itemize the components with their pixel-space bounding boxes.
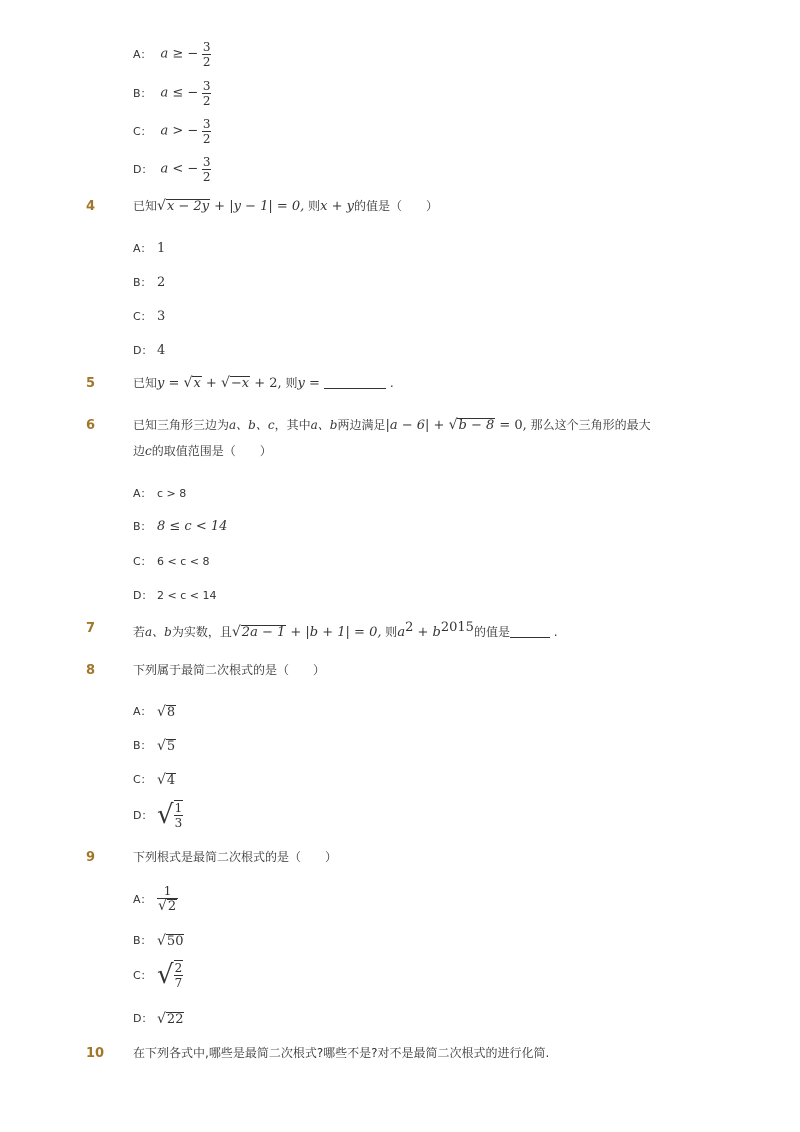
radicand: 50 <box>166 933 184 949</box>
stem-expression: + |y − 1| = 0, <box>210 199 305 214</box>
sqrt <box>157 773 176 788</box>
question-number: 10 <box>86 1046 105 1061</box>
sqrt <box>157 960 183 990</box>
q8-option-c[interactable] <box>133 771 176 788</box>
option-label: B： <box>133 739 152 752</box>
question-stem: 下列属于最简二次根式的是（ ） <box>133 663 326 677</box>
sqrt <box>157 800 183 830</box>
q9-option-b[interactable] <box>133 932 184 949</box>
q9-option-c[interactable] <box>133 960 183 990</box>
option-label: D： <box>133 809 153 822</box>
stem-vars-2: a、b <box>310 418 338 432</box>
sqrt <box>157 1012 184 1027</box>
q9-option-d[interactable] <box>133 1010 184 1027</box>
sqrt <box>157 199 210 214</box>
option-text: 3 <box>157 309 166 324</box>
q8-option-b[interactable] <box>133 737 176 754</box>
option-label: C： <box>133 555 152 568</box>
fraction <box>174 961 184 990</box>
fraction <box>202 40 212 69</box>
fraction-denominator: 3 <box>174 816 183 830</box>
stem-expression: + |b + 1| = 0, <box>286 625 382 640</box>
radicand <box>174 960 184 990</box>
question-stem <box>133 616 558 645</box>
sqrt <box>449 418 496 433</box>
q8-option-d[interactable] <box>133 800 183 830</box>
option-relation: a ≤ − <box>160 85 199 101</box>
question-number: 9 <box>86 850 96 865</box>
option-label: C： <box>133 124 152 138</box>
q3-option-d[interactable] <box>133 155 211 184</box>
stem-mid-2: 两边满足 <box>337 418 386 432</box>
question-number: 8 <box>86 663 96 678</box>
option-label: B： <box>133 520 152 533</box>
option-relation: a < − <box>160 161 199 177</box>
q3-option-b[interactable] <box>133 79 211 108</box>
radical-sign-icon: √ <box>231 624 241 640</box>
option-label: D： <box>133 589 153 602</box>
option-relation: a ≥ − <box>160 46 199 62</box>
fraction-numerator: 2 <box>174 961 183 975</box>
fraction <box>202 155 212 184</box>
fraction <box>202 117 212 146</box>
radicand: −x <box>230 376 250 391</box>
expression-plus: + b <box>413 625 441 640</box>
fraction <box>174 801 184 830</box>
option-text: 6 < c < 8 <box>157 555 210 568</box>
fraction-denominator: 2 <box>202 170 211 184</box>
radicand: x <box>193 376 201 391</box>
option-text: 2 <box>157 275 166 290</box>
question-stem <box>133 194 438 219</box>
option-text: 2 < c < 14 <box>157 589 217 602</box>
stem-expression-2: x + y <box>320 199 354 214</box>
sqrt <box>157 739 176 754</box>
question-number: 6 <box>86 418 96 433</box>
radicand <box>174 800 184 830</box>
stem-equals: = 0, <box>495 418 527 433</box>
radicand: 2a − 1 <box>241 625 286 640</box>
fraction-numerator: 1 <box>163 884 172 898</box>
radicand: 8 <box>166 704 176 720</box>
stem-prefix: 边 <box>133 444 146 458</box>
radicand: 2 <box>167 899 177 914</box>
expression-base: a <box>397 625 406 640</box>
question-stem <box>133 371 394 396</box>
radical-sign-icon: √ <box>448 417 458 433</box>
option-label: B： <box>133 86 152 100</box>
stem-prefix: 已知三角形三边为 <box>133 418 230 432</box>
radicand: x − 2y <box>166 199 210 214</box>
answer-blank[interactable] <box>324 388 386 389</box>
q4-option-b[interactable] <box>133 274 165 290</box>
radicand: b − 8 <box>458 418 495 433</box>
fraction-denominator: 2 <box>202 55 211 69</box>
fraction <box>157 884 178 914</box>
option-text: 1 <box>157 241 166 256</box>
radical-sign-icon: √ <box>183 375 193 391</box>
question-number: 5 <box>86 376 96 391</box>
option-label: C： <box>133 969 152 982</box>
option-label: A： <box>133 487 152 500</box>
question-stem: 下列根式是最简二次根式的是（ ） <box>133 850 338 864</box>
option-label: B： <box>133 934 152 947</box>
option-text: c > 8 <box>157 487 187 500</box>
stem-mid: 则 <box>281 376 298 390</box>
exponent: 2015 <box>440 620 474 635</box>
option-label: D： <box>133 344 153 357</box>
question-number: 7 <box>86 621 96 636</box>
stem-expression-2: y = <box>297 376 325 391</box>
stem-vars: a、b、c <box>229 418 275 432</box>
radical-sign-icon: √ <box>158 898 167 914</box>
q4-option-a[interactable] <box>133 240 165 256</box>
fraction-numerator: 1 <box>174 801 183 815</box>
option-text: 8 ≤ c < 14 <box>157 519 228 534</box>
option-text: 4 <box>157 343 166 358</box>
stem-end: . <box>549 625 558 639</box>
option-label: D： <box>133 1012 153 1025</box>
q4-option-d[interactable] <box>133 342 165 358</box>
q9-option-a[interactable] <box>133 884 178 914</box>
stem-suffix: 那么这个三角形的最大 <box>526 418 651 432</box>
sqrt <box>157 705 176 720</box>
q6-option-d[interactable] <box>133 587 216 603</box>
stem-suffix: 的值是 <box>473 625 510 639</box>
q3-option-c[interactable] <box>133 117 211 146</box>
stem-expression-tail: + 2, <box>250 376 282 391</box>
stem-expression: |a − 6| + <box>385 418 449 433</box>
q6-option-b[interactable] <box>133 518 227 534</box>
stem-mid: ，其中 <box>274 418 311 432</box>
radical-sign-icon: √ <box>220 375 230 391</box>
radical-sign-icon: √ <box>157 1010 166 1027</box>
option-label: C： <box>133 773 152 786</box>
stem-suffix: 的取值范围是（ ） <box>151 444 272 458</box>
fraction-denominator <box>157 898 178 914</box>
fraction-denominator: 2 <box>202 132 211 146</box>
stem-prefix: 若 <box>133 625 146 639</box>
radical-sign-icon: √ <box>157 703 166 720</box>
fraction-denominator: 7 <box>174 976 183 990</box>
plus-sign: + <box>201 376 221 391</box>
option-label: C： <box>133 310 152 323</box>
stem-mid: 为实数，且 <box>171 625 232 639</box>
radical-sign-icon: √ <box>157 800 174 830</box>
sqrt <box>158 899 177 914</box>
stem-mid-2: 则 <box>381 625 398 639</box>
q8-option-a[interactable] <box>133 703 176 720</box>
sqrt <box>184 376 202 391</box>
fraction <box>202 79 212 108</box>
stem-prefix: 已知 <box>133 199 158 213</box>
option-label: A： <box>133 893 152 906</box>
option-label: A： <box>133 47 152 61</box>
radicand: 4 <box>166 772 176 788</box>
question-stem: 在下列各式中,哪些是最简二次根式?哪些不是?对不是最简二次根式的进行化简. <box>133 1046 550 1060</box>
stem-vars: a、b <box>145 625 172 639</box>
stem-expression: y = <box>157 376 184 391</box>
stem-var: c <box>145 444 152 458</box>
option-label: A： <box>133 242 152 255</box>
question-stem-line-2 <box>133 439 272 463</box>
option-relation: a > − <box>160 123 199 139</box>
q6-option-c[interactable] <box>133 553 209 569</box>
fraction-numerator: 3 <box>202 79 211 93</box>
radical-sign-icon: √ <box>157 771 166 788</box>
stem-end: . <box>386 376 394 390</box>
fraction-denominator: 2 <box>202 94 211 108</box>
stem-prefix: 已知 <box>133 376 158 390</box>
radicand: 5 <box>166 738 176 754</box>
stem-suffix: 的值是（ ） <box>353 199 438 213</box>
question-number: 4 <box>86 199 96 214</box>
option-label: A： <box>133 705 152 718</box>
sqrt <box>221 376 250 391</box>
fraction-numerator: 3 <box>202 117 211 131</box>
radicand: 22 <box>166 1011 184 1027</box>
radical-sign-icon: √ <box>157 932 166 949</box>
fraction-numerator: 3 <box>202 40 211 54</box>
question-stem-line-1 <box>133 413 651 438</box>
q6-option-a[interactable] <box>133 485 186 501</box>
q3-option-a[interactable] <box>133 40 211 69</box>
q4-option-c[interactable] <box>133 308 165 324</box>
exponent: 2 <box>405 620 414 635</box>
radical-sign-icon: √ <box>157 737 166 754</box>
sqrt <box>232 625 286 640</box>
radical-sign-icon: √ <box>157 960 174 990</box>
radical-sign-icon: √ <box>157 198 166 214</box>
sqrt <box>157 934 184 949</box>
option-label: D： <box>133 162 153 176</box>
fraction-numerator: 3 <box>202 155 211 169</box>
option-label: B： <box>133 276 152 289</box>
stem-mid: 则 <box>304 199 321 213</box>
answer-blank[interactable] <box>510 637 550 638</box>
